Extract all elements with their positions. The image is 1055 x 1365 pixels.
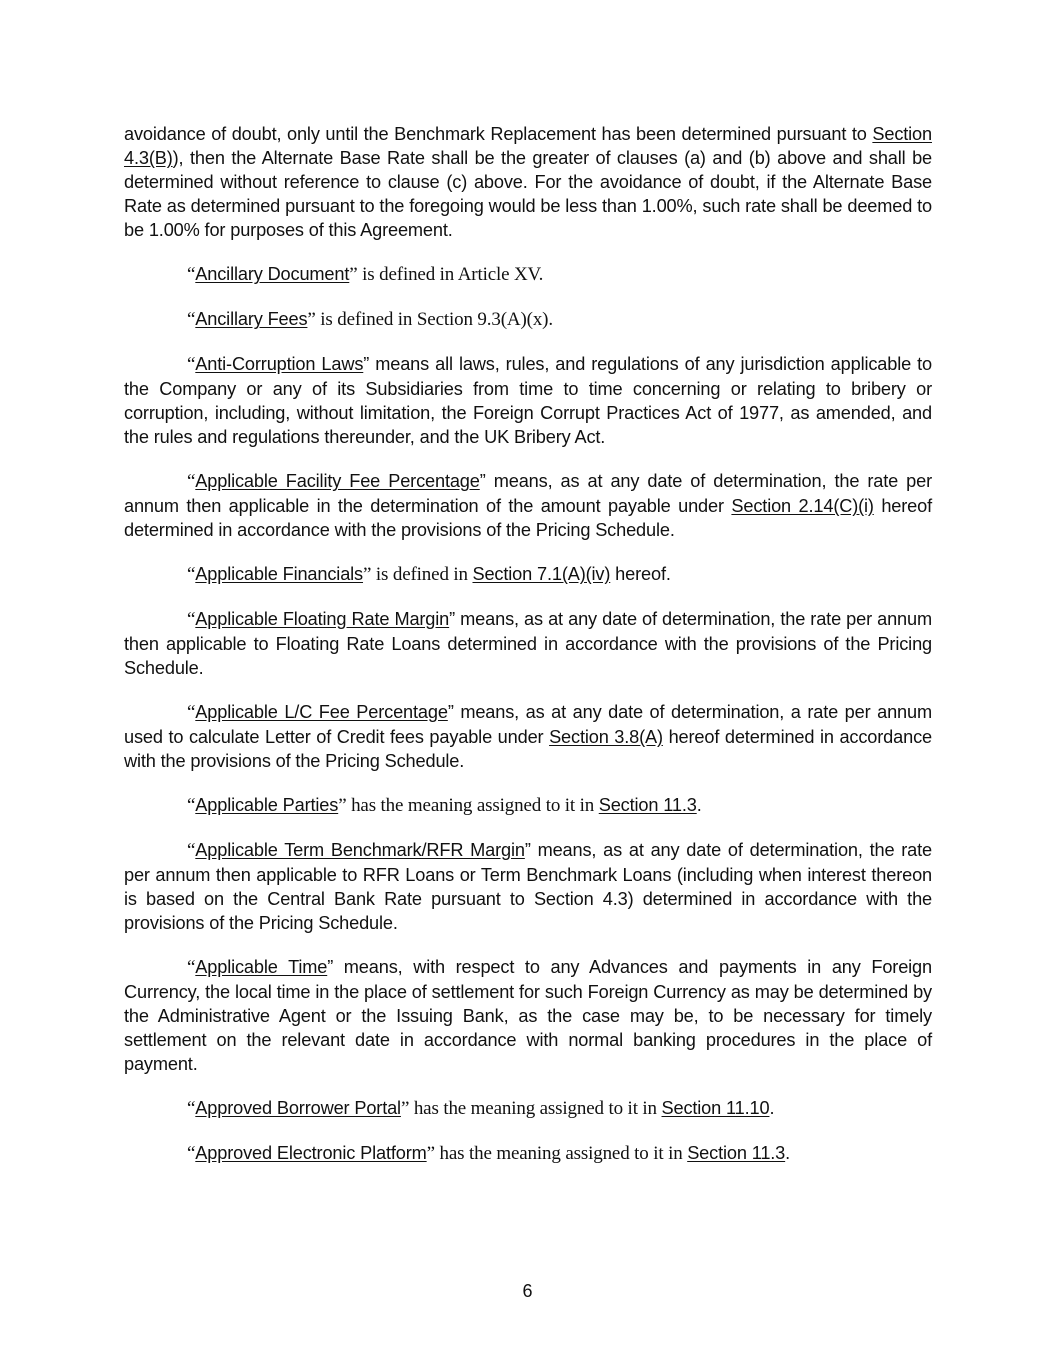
defined-term: Applicable Floating Rate Margin bbox=[195, 609, 450, 629]
section-reference[interactable]: Section 11.3 bbox=[687, 1143, 786, 1163]
definition-ancillary-fees: “Ancillary Fees” is defined in Section 9.3(A)(x). bbox=[187, 309, 553, 330]
definition-approved-electronic-platform: “Approved Electronic Platform” has the meaning assigned to it in Section 11.3. bbox=[187, 1143, 791, 1164]
definition-applicable-floating-rate-margin: “Applicable Floating Rate Margin” means, as at any date of determination, the rate per annum then applicable to Floating Rate Loans determined in accordance with the provisions of the Pricing Schedule. bbox=[124, 609, 932, 678]
defined-term: Anti-Corruption Laws bbox=[195, 354, 364, 374]
defined-term: Ancillary Document bbox=[195, 264, 350, 284]
section-reference[interactable]: Section 3.8(A) bbox=[549, 727, 663, 747]
section-reference[interactable]: Section 2.14(C)(i) bbox=[731, 496, 874, 516]
section-reference[interactable]: Section 11.3 bbox=[598, 795, 697, 815]
definition-anti-corruption-laws: “Anti-Corruption Laws” means all laws, rules, and regulations of any jurisdiction applicable to the Company or any of its Subsidiaries from time to time concerning or relating to bribery or corruption, including, without limitation, the Foreign Corrupt Practices Act of 1977, as amended, and the rules and regulations thereunder, and the UK Bribery Act. bbox=[124, 354, 933, 447]
definition-applicable-facility-fee-percentage: “Applicable Facility Fee Percentage” means, as at any date of determination, the rate per annum then applicable in the determination of the amount payable under Section 2.14(C)(i) hereof determined in accordance with the provisions of the Pricing Schedule. bbox=[124, 471, 933, 540]
section-reference[interactable]: Section 7.1(A)(iv) bbox=[472, 564, 611, 584]
defined-term: Applicable Term Benchmark/RFR Margin bbox=[195, 840, 525, 860]
defined-term: Ancillary Fees bbox=[195, 309, 308, 329]
definition-approved-borrower-portal: “Approved Borrower Portal” has the meaning assigned to it in Section 11.10. bbox=[187, 1098, 775, 1119]
defined-term: Applicable Parties bbox=[195, 795, 339, 815]
defined-term: Applicable L/C Fee Percentage bbox=[195, 702, 448, 722]
document-body bbox=[124, 122, 932, 1166]
defined-term: Approved Electronic Platform bbox=[195, 1143, 427, 1163]
section-reference[interactable]: Section 4.3(B) bbox=[124, 124, 932, 168]
defined-term: Applicable Time bbox=[195, 957, 328, 977]
defined-term: Approved Borrower Portal bbox=[195, 1098, 401, 1118]
defined-term: Applicable Facility Fee Percentage bbox=[195, 471, 480, 491]
defined-term: Applicable Financials bbox=[195, 564, 364, 584]
intro-paragraph: avoidance of doubt, only until the Benchmark Replacement has been determined pursuant to Section 4.3(B)), then the Alternate Base Rate shall be the greater of clauses (a) and (b) above and shall be determined without reference to clause (c) above. For the avoidance of doubt, if the Alternate Base Rate as determined pursuant to the foregoing would be less than 1.00%, such rate shall be deemed to be 1.00% for purposes of this Agreement. bbox=[124, 124, 932, 240]
definition-ancillary-document: “Ancillary Document” is defined in Article XV. bbox=[187, 264, 544, 285]
section-reference[interactable]: Section 11.10 bbox=[661, 1098, 770, 1118]
definition-applicable-parties: “Applicable Parties” has the meaning assigned to it in Section 11.3. bbox=[187, 795, 702, 816]
definition-applicable-time: “Applicable Time” means, with respect to any Advances and payments in any Foreign Currency, the local time in the place of settlement for such Foreign Currency as may be determined by the Administrative Agent or the Issuing Bank, as the case may be, to be necessary for timely settlement on the relevant date in accordance with normal banking procedures in the place of payment. bbox=[124, 957, 932, 1074]
definition-applicable-lc-fee-percentage: “Applicable L/C Fee Percentage” means, as at any date of determination, a rate per annum used to calculate Letter of Credit fees payable under Section 3.8(A) hereof determined in accordance with the provisions of the Pricing Schedule. bbox=[124, 702, 932, 771]
page-number: 6 bbox=[522, 1281, 533, 1301]
definition-applicable-term-benchmark-rfr-margin: “Applicable Term Benchmark/RFR Margin” means, as at any date of determination, the rate per annum then applicable to RFR Loans or Term Benchmark Loans (including when interest thereon is based on the Central Bank Rate pursuant to Section 4.3) determined in accordance with the provisions of the Pricing Schedule. bbox=[124, 840, 932, 933]
definition-applicable-financials: “Applicable Financials” is defined in Section 7.1(A)(iv) hereof. bbox=[187, 564, 671, 585]
